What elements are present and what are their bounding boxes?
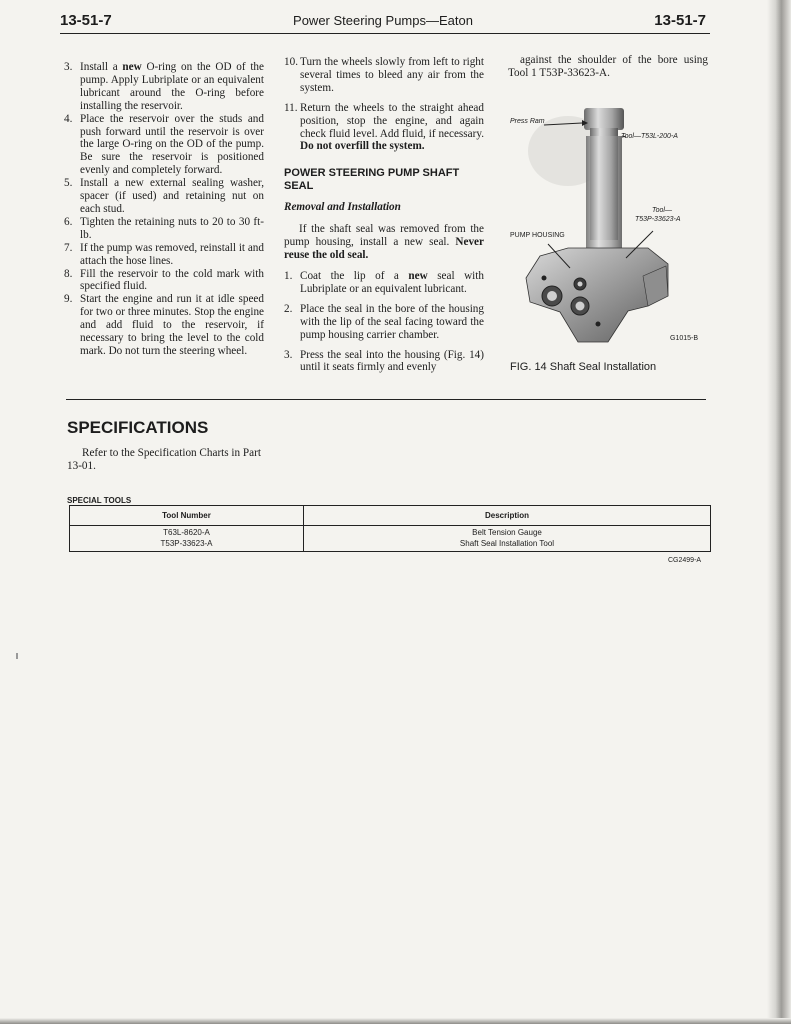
stray-mark xyxy=(16,653,18,659)
step-number: 5. xyxy=(64,177,73,190)
page-bottom-shadow xyxy=(0,1018,791,1024)
tool-number-cell xyxy=(70,526,304,552)
figure-caption: FIG. 14 Shaft Seal Installation xyxy=(510,361,657,373)
page-edge-shadow xyxy=(767,0,791,1024)
emphasis-text: Do not overfill the system. xyxy=(300,140,425,153)
step-number: 3. xyxy=(284,348,293,361)
section-divider xyxy=(66,399,706,400)
body-text: Start the engine and run it at idle speed for two or three minutes. Stop the engine and add fluid to the reservoir, if necessary to bring the level to the cold mark. Do not turn the steering wheel. xyxy=(80,293,264,357)
seal-steps xyxy=(284,270,484,374)
table-header-row xyxy=(70,506,711,526)
step-number: 11. xyxy=(284,101,298,114)
specifications-text: Refer to the Specification Charts in Part 13-01. xyxy=(67,447,261,472)
column-right xyxy=(508,54,708,88)
column-header-description: Description xyxy=(304,506,711,526)
body-text: Place the seal in the bore of the housing with the lip of the seal facing toward the pump housing carrier chamber. xyxy=(300,302,484,341)
special-tools-heading: SPECIAL TOOLS xyxy=(67,496,132,505)
step-number: 8. xyxy=(64,267,73,280)
body-text: Press the seal into the housing (Fig. 14) until it seats firmly and evenly xyxy=(300,348,484,374)
body-text: If the pump was removed, reinstall it and attach the hose lines. xyxy=(80,241,264,267)
page-header xyxy=(60,8,706,34)
label-tool-t53p-line1: Tool— xyxy=(652,207,672,214)
label-tool-t53l: Tool—T53L-200-A xyxy=(621,133,678,140)
special-tools-table xyxy=(69,505,711,552)
header-rule xyxy=(60,33,710,34)
tool-number: T63L-8620-A xyxy=(163,528,210,537)
step-number: 4. xyxy=(64,112,73,125)
body-text: Turn the wheels slowly from left to right several times to bleed any air from the system. xyxy=(300,56,484,94)
procedure-step xyxy=(284,349,484,375)
step-number: 10. xyxy=(284,56,298,68)
figure-shaft-seal-installation xyxy=(508,106,708,346)
body-text: O-ring on the OD of the pump. Apply Lubriplate or an equivalent lubricant around the O-ring before installing the reservoir. xyxy=(80,61,264,112)
housing-port-middle-inner xyxy=(576,302,585,311)
step-number: 1. xyxy=(284,269,293,282)
step-3-continuation: against the shoulder of the bore using Tool 1 T53P-33623-A. xyxy=(508,54,708,79)
table-row xyxy=(70,526,711,552)
emphasis-text: new xyxy=(122,61,142,73)
emphasis-text: new xyxy=(408,269,428,282)
procedure-step xyxy=(64,177,264,216)
column-left xyxy=(64,61,264,358)
label-tool-t53p-line2: T53P-33623-A xyxy=(635,216,681,223)
procedure-step xyxy=(64,268,264,294)
seal-intro-paragraph xyxy=(284,223,484,262)
body-text: Install a new external sealing washer, spacer (if used) and retaining nut on each stud. xyxy=(80,177,264,215)
emphasis-text: Never reuse the old seal. xyxy=(284,236,484,262)
procedure-steps-10-11 xyxy=(284,56,484,153)
body-text: If the shaft seal was removed from the pump housing, install a new seal. xyxy=(284,223,484,249)
step-number: 9. xyxy=(64,293,73,306)
procedure-step xyxy=(64,216,264,242)
housing-bolt-hole xyxy=(542,276,547,281)
housing-port-left-inner xyxy=(547,291,557,301)
procedure-step xyxy=(64,242,264,268)
housing-port-top-inner xyxy=(578,282,583,287)
procedure-step xyxy=(284,56,484,95)
procedure-step xyxy=(64,61,264,113)
tool-number: T53P-33623-A xyxy=(160,538,213,548)
column-middle xyxy=(284,56,484,381)
running-title: Power Steering Pumps—Eaton xyxy=(293,13,473,28)
body-text: Tighten the retaining nuts to 20 to 30 ft-lb. xyxy=(80,215,264,241)
figure-id: G1015-B xyxy=(670,335,699,342)
label-pump-housing: PUMP HOUSING xyxy=(510,232,565,239)
press-ram xyxy=(584,108,624,130)
step-number: 3. xyxy=(64,61,73,73)
body-text: seal with Lubriplate or an equivalent lubricant. xyxy=(300,269,484,295)
section-heading-shaft-seal: POWER STEERING PUMP SHAFT SEAL xyxy=(284,167,460,193)
description-cell xyxy=(304,526,711,552)
page-number-left: 13-51-7 xyxy=(60,12,112,29)
body-text: Place the reservoir over the studs and push forward until the reservoir is over the large O-ring on the OD of the pump. Be sure the reservoir is positioned evenly and completely forward. xyxy=(80,112,264,177)
body-text: Fill the reservoir to the cold mark with specified fluid. xyxy=(80,267,264,293)
tool-sleeve xyxy=(586,136,622,256)
shaft-seal-illustration xyxy=(508,106,708,346)
tool-description: Belt Tension Gauge xyxy=(472,528,542,537)
table-id: CG2499-A xyxy=(668,557,702,564)
procedure-step xyxy=(284,102,484,154)
label-press-ram: Press Ram xyxy=(510,118,545,125)
body-text: Coat the lip of a xyxy=(300,269,409,282)
step-number: 2. xyxy=(284,302,293,315)
procedure-step xyxy=(64,293,264,358)
procedure-steps-3-9 xyxy=(64,61,264,358)
body-text: Install a xyxy=(80,61,123,73)
housing-bolt-hole-lower xyxy=(596,322,601,327)
tool-description: Shaft Seal Installation Tool xyxy=(459,538,555,548)
specifications-title: SPECIFICATIONS xyxy=(67,418,209,437)
procedure-step xyxy=(284,303,484,342)
page-number-right: 13-51-7 xyxy=(654,12,706,29)
step-number: 7. xyxy=(64,241,73,254)
step-number: 6. xyxy=(64,215,73,228)
column-header-tool-number: Tool Number xyxy=(70,506,304,526)
procedure-step xyxy=(64,113,264,178)
body-text: Return the wheels to the straight ahead position, stop the engine, and again check fluid level. Add fluid, if necessary. xyxy=(300,101,484,140)
sub-heading-removal-installation: Removal and Installation xyxy=(284,201,401,214)
procedure-step xyxy=(284,270,484,296)
